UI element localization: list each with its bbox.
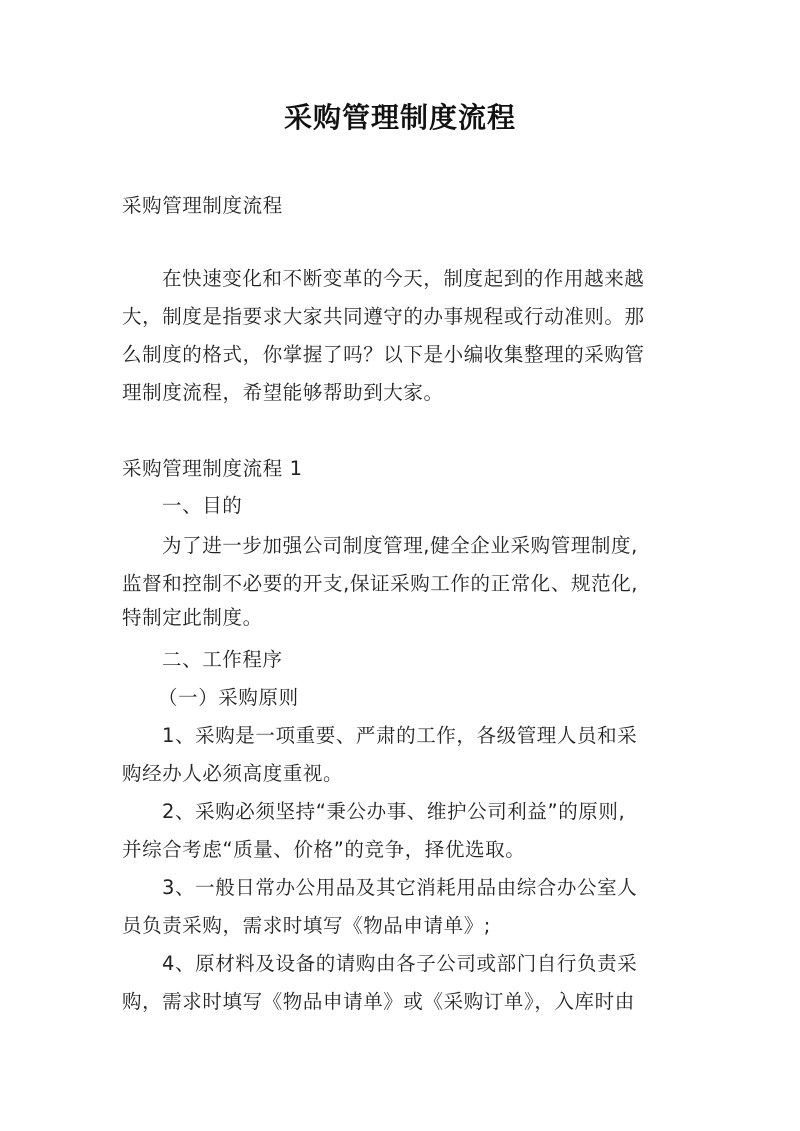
item-4-line-2: 购，需求时填写《物品申请单》或《采购订单》，入库时由: [122, 990, 635, 1013]
item-3-line-1: 3、一般日常办公用品及其它消耗用品由综合办公室人: [162, 876, 638, 899]
purpose-line-3: 特制定此制度。: [122, 606, 263, 629]
intro-line-3: 么制度的格式，你掌握了吗？以下是小编收集整理的采购管: [122, 343, 645, 366]
procedure-heading: 二、工作程序: [162, 648, 283, 671]
item-2-line-1: 2、采购必须坚持“秉公办事、维护公司利益”的原则,: [162, 800, 626, 823]
item-4-line-1: 4、原材料及设备的请购由各子公司或部门自行负责采: [162, 952, 638, 975]
item-3-line-2: 员负责采购，需求时填写《物品申请单》;: [122, 914, 491, 937]
item-1-line-2: 购经办人必须高度重视。: [122, 762, 344, 785]
document-title: 采购管理制度流程: [283, 101, 516, 134]
intro-line-2: 大，制度是指要求大家共同遵守的办事规程或行动准则。那: [122, 305, 645, 328]
purpose-line-2: 监督和控制不必要的开支,保证采购工作的正常化、规范化,: [122, 572, 639, 595]
item-1-line-1: 1、采购是一项重要、严肃的工作，各级管理人员和采: [162, 724, 638, 747]
purpose-line-1: 为了进一步加强公司制度管理,健全企业采购管理制度,: [162, 534, 638, 557]
item-2-line-2: 并综合考虑“质量、价格”的竞争，择优选取。: [122, 838, 526, 861]
intro-line-1: 在快速变化和不断变革的今天，制度起到的作用越来越: [162, 267, 645, 290]
principles-heading: （一）采购原则: [158, 686, 299, 709]
section-heading: 采购管理制度流程 1: [122, 457, 303, 480]
intro-line-4: 理制度流程，希望能够帮助到大家。: [122, 381, 444, 404]
purpose-heading: 一、目的: [162, 494, 243, 517]
document-subtitle: 采购管理制度流程: [122, 194, 283, 217]
